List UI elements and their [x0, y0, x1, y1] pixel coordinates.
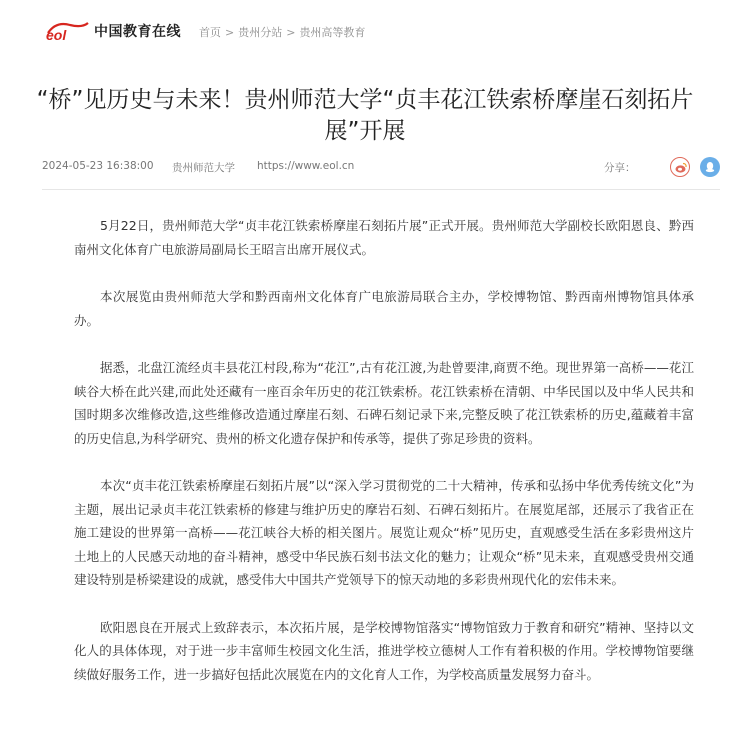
share-label: 分享： [604, 162, 636, 174]
breadcrumb-guizhou[interactable]: 贵州分站 [238, 26, 283, 39]
article-source: 贵州师范大学 [172, 162, 235, 174]
breadcrumb-home[interactable]: 首页 [199, 26, 221, 39]
breadcrumb [199, 24, 365, 40]
article-body [74, 214, 694, 710]
article-paragraph: 本次展览由贵州师范大学和黔西南州文化体育广电旅游局联合主办，学校博物馆、黔西南州博物馆具体承办。 [74, 289, 694, 328]
qq-icon [702, 159, 718, 175]
breadcrumb-separator: > [286, 26, 296, 39]
publish-date: 2024-05-23 16:38:00 [42, 160, 154, 172]
meta-divider [42, 189, 720, 190]
share-weibo-button[interactable] [670, 157, 690, 177]
article-meta [42, 157, 722, 179]
source-url[interactable]: https://www.eol.cn [257, 160, 355, 172]
article-paragraph: 欧阳恩良在开展式上致辞表示，本次拓片展，是学校博物馆落实“博物馆致力于教育和研究”精神、坚持以文化人的具体体现，对于进一步丰富师生校园文化生活，推进学校立德树人工作有着积极的作用。学校博物馆要继续做好服务工作，进一步搞好包括此次展览在内的文化育人工作，为学校高质量发展努力奋斗。 [74, 619, 694, 682]
weibo-icon [673, 160, 689, 176]
article-paragraph: 本次“贞丰花江铁索桥摩崖石刻拓片展”以“深入学习贯彻党的二十大精神，传承和弘扬中华优秀传统文化”为主题，展出记录贞丰花江铁索桥的修建与维护历史的摩岩石刻、石碑石刻拓片。在展览尾部，还展示了我省正在施工建设的世界第一高桥——花江峡谷大桥的相关图片。展览让观众“桥”见历史，直观感受生活在多彩贵州这片土地上的人民感天动地的奋斗精神，感受中华民族石刻书法文化的魅力；让观众“桥”见未来，直观感受贵州交通建设特别是桥梁建设的成就，感受伟大中国共产党领导下的惊天动地的多彩贵州现代化的宏伟未来。 [74, 478, 694, 587]
svg-text:eol: eol [46, 27, 67, 43]
site-logo[interactable] [44, 18, 181, 44]
share-qq-button[interactable] [700, 157, 720, 177]
breadcrumb-separator: > [225, 26, 235, 39]
article-paragraph: 据悉，北盘江流经贞丰县花江村段,称为“花江”,古有花江渡,为赴曾要津,商贾不绝。现世界第一高桥——花江峡谷大桥在此兴建,而此处还藏有一座百余年历史的花江铁索桥。花江铁索桥在清朝、中华民国以及中华人民共和国时期多次维修改造,这些维修改造通过摩崖石刻、石碑石刻记录下来,完整反映了花江铁索桥的历史,蕴藏着丰富的历史信息,为科学研究、贵州的桥文化遗存保护和传承等，提供了弥足珍贵的资料。 [74, 360, 694, 446]
breadcrumb-higher-education[interactable]: 贵州高等教育 [299, 26, 366, 39]
site-header [0, 0, 730, 62]
eol-logo-icon [44, 19, 90, 43]
article-paragraph: 5月22日，贵州师范大学“贞丰花江铁索桥摩崖石刻拓片展”正式开展。贵州师范大学副校长欧阳恩良、黔西南州文化体育广电旅游局副局长王昭言出席开展仪式。 [74, 218, 694, 257]
article-title: “桥”见历史与未来！贵州师范大学“贞丰花江铁索桥摩崖石刻拓片展”开展 [36, 87, 694, 145]
site-name: 中国教育在线 [94, 24, 181, 40]
